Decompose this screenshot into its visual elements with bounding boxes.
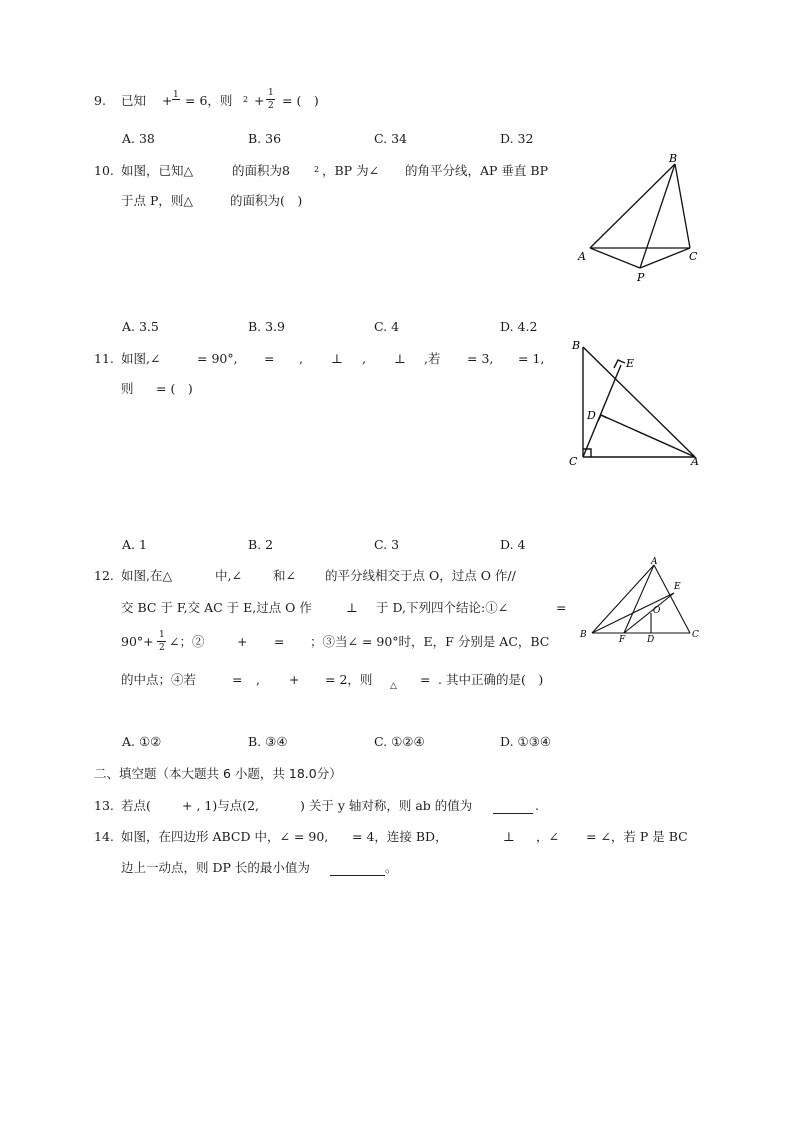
option-c: C. 4 [374, 319, 400, 334]
option-a: A. 1 [122, 537, 147, 552]
question-text: 如图,在△ [121, 568, 173, 583]
question-text: 边上一动点，则 DP 长的最小值为 [121, 860, 310, 875]
option-b: B. 2 [248, 537, 274, 552]
option-c: C. 34 [374, 131, 407, 146]
question-text: ⊥ [394, 351, 406, 366]
question-text: = ( ) [282, 93, 319, 108]
question-text: , [256, 672, 260, 687]
question-text: 已知 [121, 93, 147, 108]
question-text: ，∠ [536, 829, 559, 844]
label-b: B [580, 630, 587, 640]
superscript: 2 [243, 95, 249, 104]
question-text: = ∠，若 P 是 BC [586, 829, 688, 844]
question-number: 14. [94, 829, 114, 844]
option-a: A. ①② [122, 734, 162, 749]
label-a: A [691, 455, 699, 468]
question-text: = [264, 351, 275, 366]
figure-q12 [574, 555, 709, 645]
label-b: B [669, 152, 678, 165]
question-text: 如图，在四边形 ABCD 中，∠ = 90, [121, 829, 329, 844]
question-text: 交 BC 于 F,交 AC 于 E,过点 O 作 [121, 600, 312, 615]
fraction-denominator: 2 [268, 101, 274, 111]
question-number: 12. [94, 568, 114, 583]
question-text: ∠；② [169, 634, 205, 649]
label-c: C [692, 630, 699, 640]
label-f: F [619, 635, 626, 645]
question-text: = [232, 672, 243, 687]
question-text: 中,∠ [215, 568, 242, 583]
question-text: = 3, [467, 351, 494, 366]
question-text: 若点( [121, 798, 151, 813]
question-text: , [362, 351, 366, 366]
label-e: E [674, 582, 681, 592]
question-text: ，BP 为∠ [322, 163, 380, 178]
figure-q11 [565, 335, 705, 470]
question-text: 的平分线相交于点 O，过点 O 作// [325, 568, 516, 583]
option-d: D. 4 [500, 537, 526, 552]
fraction-bar [266, 99, 275, 100]
question-text: + [254, 93, 265, 108]
option-b: B. 36 [248, 131, 282, 146]
question-text: = [556, 600, 567, 615]
question-text: . 其中正确的是( ) [438, 672, 544, 687]
triangle-subscript: △ [390, 681, 397, 691]
option-c: C. ①②④ [374, 734, 425, 749]
option-d: D. ①③④ [500, 734, 552, 749]
question-text: ⊥ [503, 829, 515, 844]
question-text: 如图，已知△ [121, 163, 194, 178]
fraction-bar [157, 641, 166, 642]
question-number: 10. [94, 163, 114, 178]
fraction-numerator: 1 [159, 630, 165, 640]
option-a: A. 3.5 [122, 319, 159, 334]
question-text: 如图,∠ [121, 351, 161, 366]
fraction-denominator: 2 [159, 643, 165, 653]
question-text: 的中点；④若 [121, 672, 197, 687]
question-text: ⊥ [346, 600, 358, 615]
option-b: B. 3.9 [248, 319, 286, 334]
label-d: D [647, 635, 655, 645]
option-a: A. 38 [122, 131, 155, 146]
question-text: + , 1)与点(2, [182, 798, 260, 813]
section-heading: 二、填空题（本大题共 6 小题，共 18.0分） [94, 766, 342, 781]
label-b: B [572, 339, 581, 352]
label-d: D [587, 409, 596, 422]
question-text: ⊥ [331, 351, 343, 366]
label-p: P [637, 271, 645, 284]
fraction-numerator: 1 [268, 88, 274, 98]
question-text: = 90°, [197, 351, 238, 366]
question-text: 的角平分线，AP 垂直 BP [405, 163, 548, 178]
question-text: + [289, 672, 300, 687]
question-text: 90°+ [121, 634, 154, 649]
question-text: 的面积为8 [232, 163, 290, 178]
question-text: 于 D,下列四个结论:①∠ [376, 600, 509, 615]
question-text: = [420, 672, 431, 687]
question-text: 于点 P，则△ [121, 193, 193, 208]
question-text: 则 [121, 381, 134, 396]
answer-blank[interactable] [493, 813, 533, 814]
question-text: ,若 [424, 351, 441, 366]
label-c: C [689, 250, 698, 263]
question-text: = 6，则 [185, 93, 233, 108]
fraction-bar [172, 99, 180, 100]
label-o: O [653, 606, 661, 616]
option-c: C. 3 [374, 537, 400, 552]
option-d: D. 32 [500, 131, 534, 146]
question-text: ) 关于 y 轴对称，则 ab 的值为 [300, 798, 473, 813]
fraction-numerator: 1 [173, 90, 179, 100]
question-text: + [237, 634, 248, 649]
question-text: ；③当∠ = 90°时，E，F 分别是 AC，BC [310, 634, 550, 649]
question-text: = 1, [518, 351, 545, 366]
question-number: 9. [94, 93, 106, 108]
question-text: = [274, 634, 285, 649]
option-b: B. ③④ [248, 734, 288, 749]
question-text: , [299, 351, 303, 366]
superscript: 2 [314, 165, 320, 174]
question-text: = 4，连接 BD， [352, 829, 448, 844]
label-e: E [626, 357, 635, 370]
answer-blank[interactable] [330, 875, 385, 876]
question-text: = 2，则 [325, 672, 373, 687]
label-c: C [569, 455, 578, 468]
figure-q10 [570, 150, 710, 285]
label-a: A [651, 557, 658, 567]
question-text: + [162, 93, 173, 108]
option-d: D. 4.2 [500, 319, 538, 334]
label-a: A [578, 250, 586, 263]
question-number: 13. [94, 798, 114, 813]
question-text: 和∠ [273, 568, 296, 583]
question-text: 的面积为( ) [230, 193, 303, 208]
question-text: . [535, 798, 539, 813]
question-number: 11. [94, 351, 114, 366]
question-text: = ( ) [156, 381, 193, 396]
question-text: 。 [385, 860, 398, 875]
